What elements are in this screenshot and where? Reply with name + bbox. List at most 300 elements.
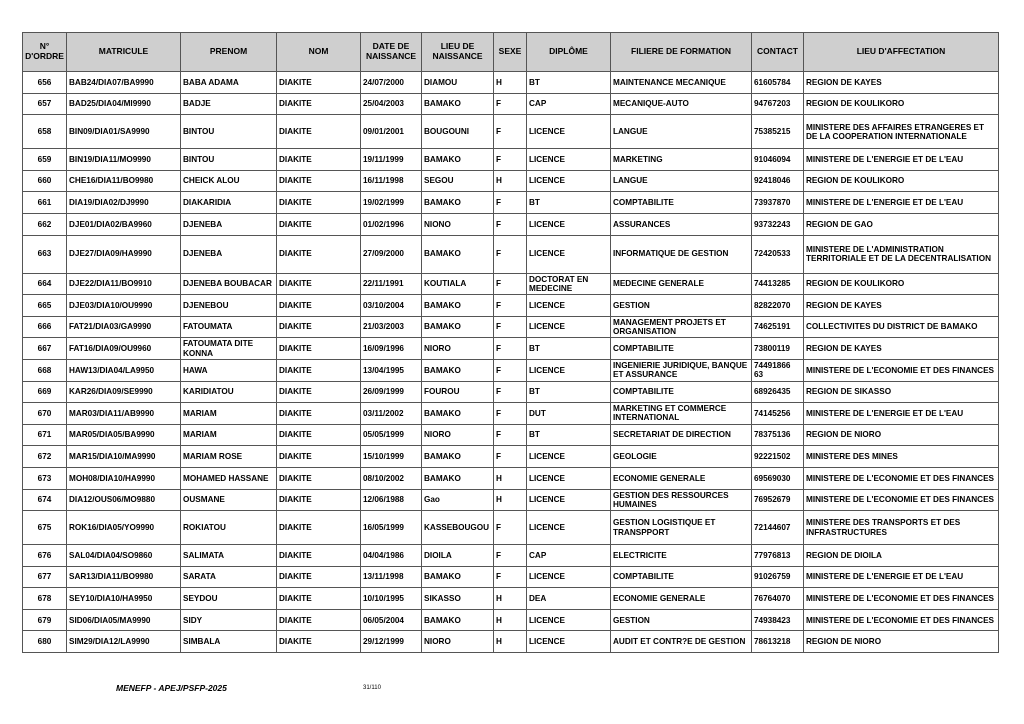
cell-birth-date: 13/11/1998 (361, 566, 422, 588)
cell-prenom: DJENEBA BOUBACAR (181, 273, 277, 295)
cell-contact: 68926435 (752, 381, 804, 403)
cell-birth-date: 27/09/2000 (361, 235, 422, 273)
cell-order: 665 (23, 295, 67, 317)
cell-nom: DIAKITE (277, 235, 361, 273)
cell-diploma: LICENCE (527, 446, 611, 468)
cell-prenom: DJENEBA (181, 235, 277, 273)
cell-order: 658 (23, 115, 67, 149)
cell-sex: F (494, 93, 527, 115)
cell-assignment: MINISTERE DE L'ECONOMIE ET DES FINANCES (804, 489, 999, 511)
cell-order: 657 (23, 93, 67, 115)
cell-birth-place: BAMAKO (422, 359, 494, 381)
cell-prenom: BINTOU (181, 115, 277, 149)
cell-assignment: REGION DE NIORO (804, 631, 999, 653)
cell-diploma: LICENCE (527, 115, 611, 149)
cell-matricule: MAR05/DIA05/BA9990 (67, 424, 181, 446)
cell-contact: 74625191 (752, 316, 804, 338)
cell-prenom: FATOUMATA (181, 316, 277, 338)
cell-assignment: REGION DE NIORO (804, 424, 999, 446)
cell-birth-date: 09/01/2001 (361, 115, 422, 149)
cell-nom: DIAKITE (277, 115, 361, 149)
cell-field: INGENIERIE JURIDIQUE, BANQUE ET ASSURANCE (611, 359, 752, 381)
cell-order: 660 (23, 170, 67, 192)
cell-birth-place: BAMAKO (422, 295, 494, 317)
cell-birth-place: BAMAKO (422, 566, 494, 588)
cell-contact: 78375136 (752, 424, 804, 446)
cell-matricule: BIN09/DIA01/SA9990 (67, 115, 181, 149)
cell-sex: H (494, 72, 527, 94)
cell-nom: DIAKITE (277, 424, 361, 446)
table-row (23, 588, 999, 610)
cell-birth-place: BAMAKO (422, 235, 494, 273)
cell-birth-place: NIORO (422, 631, 494, 653)
cell-birth-date: 10/10/1995 (361, 588, 422, 610)
cell-birth-place: BAMAKO (422, 467, 494, 489)
cell-assignment: MINISTERE DE L'ADMINISTRATION TERRITORIALE ET DE LA DECENTRALISATION (804, 235, 999, 273)
cell-order: 663 (23, 235, 67, 273)
cell-field: SECRETARIAT DE DIRECTION (611, 424, 752, 446)
cell-birth-place: SIKASSO (422, 588, 494, 610)
col-header-diploma: DIPLÔME (527, 33, 611, 72)
cell-sex: F (494, 338, 527, 360)
cell-birth-place: NIORO (422, 424, 494, 446)
cell-matricule: DIA12/OUS06/MO9880 (67, 489, 181, 511)
cell-contact: 77976813 (752, 545, 804, 567)
cell-sex: F (494, 545, 527, 567)
cell-diploma: CAP (527, 93, 611, 115)
cell-contact: 72420533 (752, 235, 804, 273)
col-header-field: FILIERE DE FORMATION (611, 33, 752, 72)
cell-field: COMPTABILITE (611, 338, 752, 360)
cell-field: LANGUE (611, 170, 752, 192)
cell-birth-date: 25/04/2003 (361, 93, 422, 115)
table-row (23, 213, 999, 235)
cell-contact: 74413285 (752, 273, 804, 295)
cell-nom: DIAKITE (277, 446, 361, 468)
cell-assignment: MINISTERE DES TRANSPORTS ET DES INFRASTRUCTURES (804, 511, 999, 545)
cell-sex: F (494, 149, 527, 171)
cell-birth-place: BAMAKO (422, 192, 494, 214)
cell-nom: DIAKITE (277, 489, 361, 511)
col-header-sex: SEXE (494, 33, 527, 72)
cell-contact: 61605784 (752, 72, 804, 94)
cell-contact: 76952679 (752, 489, 804, 511)
cell-matricule: SEY10/DIA10/HA9950 (67, 588, 181, 610)
cell-prenom: HAWA (181, 359, 277, 381)
cell-nom: DIAKITE (277, 170, 361, 192)
cell-prenom: KARIDIATOU (181, 381, 277, 403)
cell-diploma: LICENCE (527, 631, 611, 653)
cell-birth-place: Gao (422, 489, 494, 511)
cell-nom: DIAKITE (277, 192, 361, 214)
cell-assignment: MINISTERE DE L'ENERGIE ET DE L'EAU (804, 403, 999, 425)
cell-assignment: MINISTERE DE L'ENERGIE ET DE L'EAU (804, 192, 999, 214)
cell-field: ECONOMIE GENERALE (611, 467, 752, 489)
cell-birth-date: 16/05/1999 (361, 511, 422, 545)
cell-diploma: LICENCE (527, 566, 611, 588)
cell-diploma: LICENCE (527, 609, 611, 631)
cell-nom: DIAKITE (277, 359, 361, 381)
cell-assignment: MINISTERE DE L'ECONOMIE ET DES FINANCES (804, 609, 999, 631)
cell-nom: DIAKITE (277, 545, 361, 567)
cell-matricule: SIM29/DIA12/LA9990 (67, 631, 181, 653)
cell-nom: DIAKITE (277, 566, 361, 588)
cell-birth-place: BOUGOUNI (422, 115, 494, 149)
table-row (23, 149, 999, 171)
cell-birth-date: 16/11/1998 (361, 170, 422, 192)
cell-order: 667 (23, 338, 67, 360)
cell-birth-place: NIORO (422, 338, 494, 360)
cell-matricule: MAR15/DIA10/MA9990 (67, 446, 181, 468)
cell-prenom: DJENEBOU (181, 295, 277, 317)
cell-birth-place: BAMAKO (422, 446, 494, 468)
cell-field: GESTION (611, 295, 752, 317)
cell-birth-place: NIONO (422, 213, 494, 235)
cell-sex: F (494, 295, 527, 317)
cell-birth-date: 26/09/1999 (361, 381, 422, 403)
cell-sex: F (494, 359, 527, 381)
table-row (23, 424, 999, 446)
cell-contact: 74938423 (752, 609, 804, 631)
cell-field: ELECTRICITE (611, 545, 752, 567)
cell-diploma: LICENCE (527, 467, 611, 489)
cell-field: MAINTENANCE MECANIQUE (611, 72, 752, 94)
col-header-prenom: PRENOM (181, 33, 277, 72)
cell-field: ECONOMIE GENERALE (611, 588, 752, 610)
cell-birth-place: FOUROU (422, 381, 494, 403)
cell-contact: 76764070 (752, 588, 804, 610)
cell-contact: 78613218 (752, 631, 804, 653)
cell-contact: 69569030 (752, 467, 804, 489)
cell-order: 675 (23, 511, 67, 545)
cell-nom: DIAKITE (277, 609, 361, 631)
cell-matricule: DIA19/DIA02/DJ9990 (67, 192, 181, 214)
cell-prenom: FATOUMATA DITE KONNA (181, 338, 277, 360)
cell-matricule: BAD25/DIA04/MI9990 (67, 93, 181, 115)
table-body (23, 72, 999, 653)
table-row (23, 93, 999, 115)
cell-matricule: BAB24/DIA07/BA9990 (67, 72, 181, 94)
footer-label: MENEFP - APEJ/PSFP-2025 (116, 683, 227, 693)
cell-diploma: LICENCE (527, 213, 611, 235)
cell-assignment: MINISTERE DES MINES (804, 446, 999, 468)
cell-field: COMPTABILITE (611, 381, 752, 403)
cell-matricule: CHE16/DIA11/BO9980 (67, 170, 181, 192)
cell-sex: F (494, 115, 527, 149)
cell-order: 664 (23, 273, 67, 295)
cell-assignment: MINISTERE DE L'ECONOMIE ET DES FINANCES (804, 359, 999, 381)
cell-nom: DIAKITE (277, 93, 361, 115)
beneficiaries-table (22, 32, 999, 653)
cell-diploma: LICENCE (527, 149, 611, 171)
cell-sex: H (494, 170, 527, 192)
cell-diploma: LICENCE (527, 316, 611, 338)
cell-birth-place: BAMAKO (422, 93, 494, 115)
cell-nom: DIAKITE (277, 631, 361, 653)
cell-assignment: REGION DE KOULIKORO (804, 170, 999, 192)
cell-matricule: BIN19/DIA11/MO9990 (67, 149, 181, 171)
cell-field: GESTION LOGISTIQUE ET TRANSPPORT (611, 511, 752, 545)
cell-sex: F (494, 511, 527, 545)
cell-birth-place: BAMAKO (422, 316, 494, 338)
cell-diploma: BT (527, 338, 611, 360)
cell-sex: F (494, 424, 527, 446)
cell-birth-place: DIAMOU (422, 72, 494, 94)
cell-field: LANGUE (611, 115, 752, 149)
cell-birth-date: 29/12/1999 (361, 631, 422, 653)
cell-order: 680 (23, 631, 67, 653)
cell-sex: H (494, 588, 527, 610)
cell-diploma: DUT (527, 403, 611, 425)
cell-matricule: HAW13/DIA04/LA9950 (67, 359, 181, 381)
cell-field: COMPTABILITE (611, 192, 752, 214)
cell-prenom: BABA ADAMA (181, 72, 277, 94)
table-row (23, 338, 999, 360)
cell-field: AUDIT ET CONTR?E DE GESTION (611, 631, 752, 653)
table-row (23, 381, 999, 403)
table-row (23, 235, 999, 273)
cell-sex: F (494, 566, 527, 588)
cell-prenom: SIDY (181, 609, 277, 631)
cell-contact: 93732243 (752, 213, 804, 235)
cell-birth-date: 15/10/1999 (361, 446, 422, 468)
cell-diploma: LICENCE (527, 359, 611, 381)
cell-field: GEOLOGIE (611, 446, 752, 468)
cell-matricule: DJE22/DIA11/BO9910 (67, 273, 181, 295)
cell-sex: F (494, 446, 527, 468)
cell-diploma: LICENCE (527, 295, 611, 317)
cell-birth-date: 12/06/1988 (361, 489, 422, 511)
cell-assignment: REGION DE KAYES (804, 72, 999, 94)
cell-contact: 72144607 (752, 511, 804, 545)
cell-diploma: LICENCE (527, 511, 611, 545)
col-header-contact: CONTACT (752, 33, 804, 72)
col-header-birth-place: LIEU DE NAISSANCE (422, 33, 494, 72)
cell-diploma: DOCTORAT EN MEDECINE (527, 273, 611, 295)
cell-assignment: REGION DE KOULIKORO (804, 93, 999, 115)
cell-sex: F (494, 213, 527, 235)
cell-order: 656 (23, 72, 67, 94)
cell-birth-date: 03/10/2004 (361, 295, 422, 317)
cell-diploma: BT (527, 424, 611, 446)
table-row (23, 273, 999, 295)
cell-prenom: SEYDOU (181, 588, 277, 610)
cell-sex: H (494, 609, 527, 631)
col-header-assignment: LIEU D'AFFECTATION (804, 33, 999, 72)
cell-birth-place: BAMAKO (422, 403, 494, 425)
cell-birth-date: 03/11/2002 (361, 403, 422, 425)
cell-assignment: MINISTERE DE L'ENERGIE ET DE L'EAU (804, 149, 999, 171)
cell-nom: DIAKITE (277, 403, 361, 425)
cell-birth-date: 19/11/1999 (361, 149, 422, 171)
cell-assignment: MINISTERE DE L'ENERGIE ET DE L'EAU (804, 566, 999, 588)
table-row (23, 489, 999, 511)
cell-diploma: CAP (527, 545, 611, 567)
cell-sex: F (494, 273, 527, 295)
cell-birth-date: 22/11/1991 (361, 273, 422, 295)
cell-sex: F (494, 381, 527, 403)
table-row (23, 511, 999, 545)
cell-field: COMPTABILITE (611, 566, 752, 588)
cell-nom: DIAKITE (277, 338, 361, 360)
cell-birth-place: KASSEBOUGOU (422, 511, 494, 545)
table-row (23, 192, 999, 214)
cell-diploma: BT (527, 381, 611, 403)
cell-assignment: REGION DE DIOILA (804, 545, 999, 567)
cell-birth-date: 19/02/1999 (361, 192, 422, 214)
cell-prenom: OUSMANE (181, 489, 277, 511)
cell-prenom: SARATA (181, 566, 277, 588)
cell-prenom: SIMBALA (181, 631, 277, 653)
cell-order: 673 (23, 467, 67, 489)
cell-nom: DIAKITE (277, 295, 361, 317)
cell-prenom: DIAKARIDIA (181, 192, 277, 214)
cell-contact: 73937870 (752, 192, 804, 214)
cell-assignment: REGION DE SIKASSO (804, 381, 999, 403)
cell-field: MECANIQUE-AUTO (611, 93, 752, 115)
table-row (23, 609, 999, 631)
cell-field: GESTION DES RESSOURCES HUMAINES (611, 489, 752, 511)
cell-matricule: ROK16/DIA05/YO9990 (67, 511, 181, 545)
col-header-birth-date: DATE DE NAISSANCE (361, 33, 422, 72)
cell-prenom: ROKIATOU (181, 511, 277, 545)
cell-matricule: SID06/DIA05/MA9990 (67, 609, 181, 631)
cell-birth-place: SEGOU (422, 170, 494, 192)
cell-nom: DIAKITE (277, 381, 361, 403)
cell-sex: F (494, 403, 527, 425)
cell-sex: H (494, 467, 527, 489)
cell-field: ASSURANCES (611, 213, 752, 235)
cell-nom: DIAKITE (277, 149, 361, 171)
table-row (23, 316, 999, 338)
cell-field: MANAGEMENT PROJETS ET ORGANISATION (611, 316, 752, 338)
cell-diploma: BT (527, 192, 611, 214)
cell-assignment: MINISTERE DE L'ECONOMIE ET DES FINANCES (804, 467, 999, 489)
table-row (23, 631, 999, 653)
table-row (23, 115, 999, 149)
cell-prenom: DJENEBA (181, 213, 277, 235)
cell-order: 661 (23, 192, 67, 214)
cell-assignment: REGION DE GAO (804, 213, 999, 235)
cell-diploma: LICENCE (527, 489, 611, 511)
cell-field: GESTION (611, 609, 752, 631)
cell-matricule: FAT16/DIA09/OU9960 (67, 338, 181, 360)
cell-birth-date: 01/02/1996 (361, 213, 422, 235)
cell-order: 670 (23, 403, 67, 425)
cell-diploma: LICENCE (527, 235, 611, 273)
cell-sex: H (494, 489, 527, 511)
cell-matricule: SAR13/DIA11/BO9980 (67, 566, 181, 588)
cell-prenom: MARIAM (181, 403, 277, 425)
table-row (23, 359, 999, 381)
cell-birth-place: DIOILA (422, 545, 494, 567)
cell-assignment: MINISTERE DE L'ECONOMIE ET DES FINANCES (804, 588, 999, 610)
cell-assignment: COLLECTIVITES DU DISTRICT DE BAMAKO (804, 316, 999, 338)
cell-order: 669 (23, 381, 67, 403)
cell-contact: 74491866 63 (752, 359, 804, 381)
cell-prenom: BADJE (181, 93, 277, 115)
cell-matricule: MOH08/DIA10/HA9990 (67, 467, 181, 489)
cell-prenom: CHEICK ALOU (181, 170, 277, 192)
table-row (23, 566, 999, 588)
col-header-nom: NOM (277, 33, 361, 72)
cell-order: 668 (23, 359, 67, 381)
cell-matricule: DJE27/DIA09/HA9990 (67, 235, 181, 273)
cell-sex: F (494, 192, 527, 214)
cell-assignment: MINISTERE DES AFFAIRES ETRANGERES ET DE LA COOPERATION INTERNATIONALE (804, 115, 999, 149)
cell-order: 662 (23, 213, 67, 235)
cell-nom: DIAKITE (277, 316, 361, 338)
cell-matricule: SAL04/DIA04/SO9860 (67, 545, 181, 567)
cell-matricule: FAT21/DIA03/GA9990 (67, 316, 181, 338)
cell-prenom: MARIAM ROSE (181, 446, 277, 468)
cell-order: 678 (23, 588, 67, 610)
cell-order: 659 (23, 149, 67, 171)
cell-diploma: LICENCE (527, 170, 611, 192)
cell-contact: 73800119 (752, 338, 804, 360)
cell-contact: 91026759 (752, 566, 804, 588)
header-row (23, 33, 999, 72)
cell-nom: DIAKITE (277, 467, 361, 489)
table-row (23, 403, 999, 425)
cell-birth-place: KOUTIALA (422, 273, 494, 295)
cell-field: INFORMATIQUE DE GESTION (611, 235, 752, 273)
cell-order: 679 (23, 609, 67, 631)
cell-field: MARKETING (611, 149, 752, 171)
cell-order: 674 (23, 489, 67, 511)
cell-contact: 75385215 (752, 115, 804, 149)
table-row (23, 467, 999, 489)
cell-field: MARKETING ET COMMERCE INTERNATIONAL (611, 403, 752, 425)
cell-order: 666 (23, 316, 67, 338)
cell-order: 671 (23, 424, 67, 446)
cell-birth-date: 16/09/1996 (361, 338, 422, 360)
cell-prenom: MOHAMED HASSANE (181, 467, 277, 489)
cell-contact: 92418046 (752, 170, 804, 192)
cell-birth-date: 21/03/2003 (361, 316, 422, 338)
cell-assignment: REGION DE KAYES (804, 295, 999, 317)
cell-birth-place: BAMAKO (422, 609, 494, 631)
cell-nom: DIAKITE (277, 588, 361, 610)
cell-order: 677 (23, 566, 67, 588)
cell-assignment: REGION DE KOULIKORO (804, 273, 999, 295)
cell-sex: H (494, 631, 527, 653)
cell-nom: DIAKITE (277, 213, 361, 235)
cell-order: 672 (23, 446, 67, 468)
table-row (23, 446, 999, 468)
page-number: 31/110 (363, 685, 381, 691)
table-row (23, 72, 999, 94)
cell-diploma: BT (527, 72, 611, 94)
table-row (23, 170, 999, 192)
cell-contact: 92221502 (752, 446, 804, 468)
cell-nom: DIAKITE (277, 273, 361, 295)
cell-matricule: KAR26/DIA09/SE9990 (67, 381, 181, 403)
cell-birth-date: 13/04/1995 (361, 359, 422, 381)
cell-prenom: MARIAM (181, 424, 277, 446)
col-header-order: N° D'ORDRE (23, 33, 67, 72)
cell-birth-date: 04/04/1986 (361, 545, 422, 567)
table-row (23, 295, 999, 317)
cell-prenom: BINTOU (181, 149, 277, 171)
cell-matricule: MAR03/DIA11/AB9990 (67, 403, 181, 425)
cell-sex: F (494, 316, 527, 338)
cell-assignment: REGION DE KAYES (804, 338, 999, 360)
cell-field: MEDECINE GENERALE (611, 273, 752, 295)
cell-birth-date: 08/10/2002 (361, 467, 422, 489)
cell-contact: 82822070 (752, 295, 804, 317)
cell-contact: 74145256 (752, 403, 804, 425)
